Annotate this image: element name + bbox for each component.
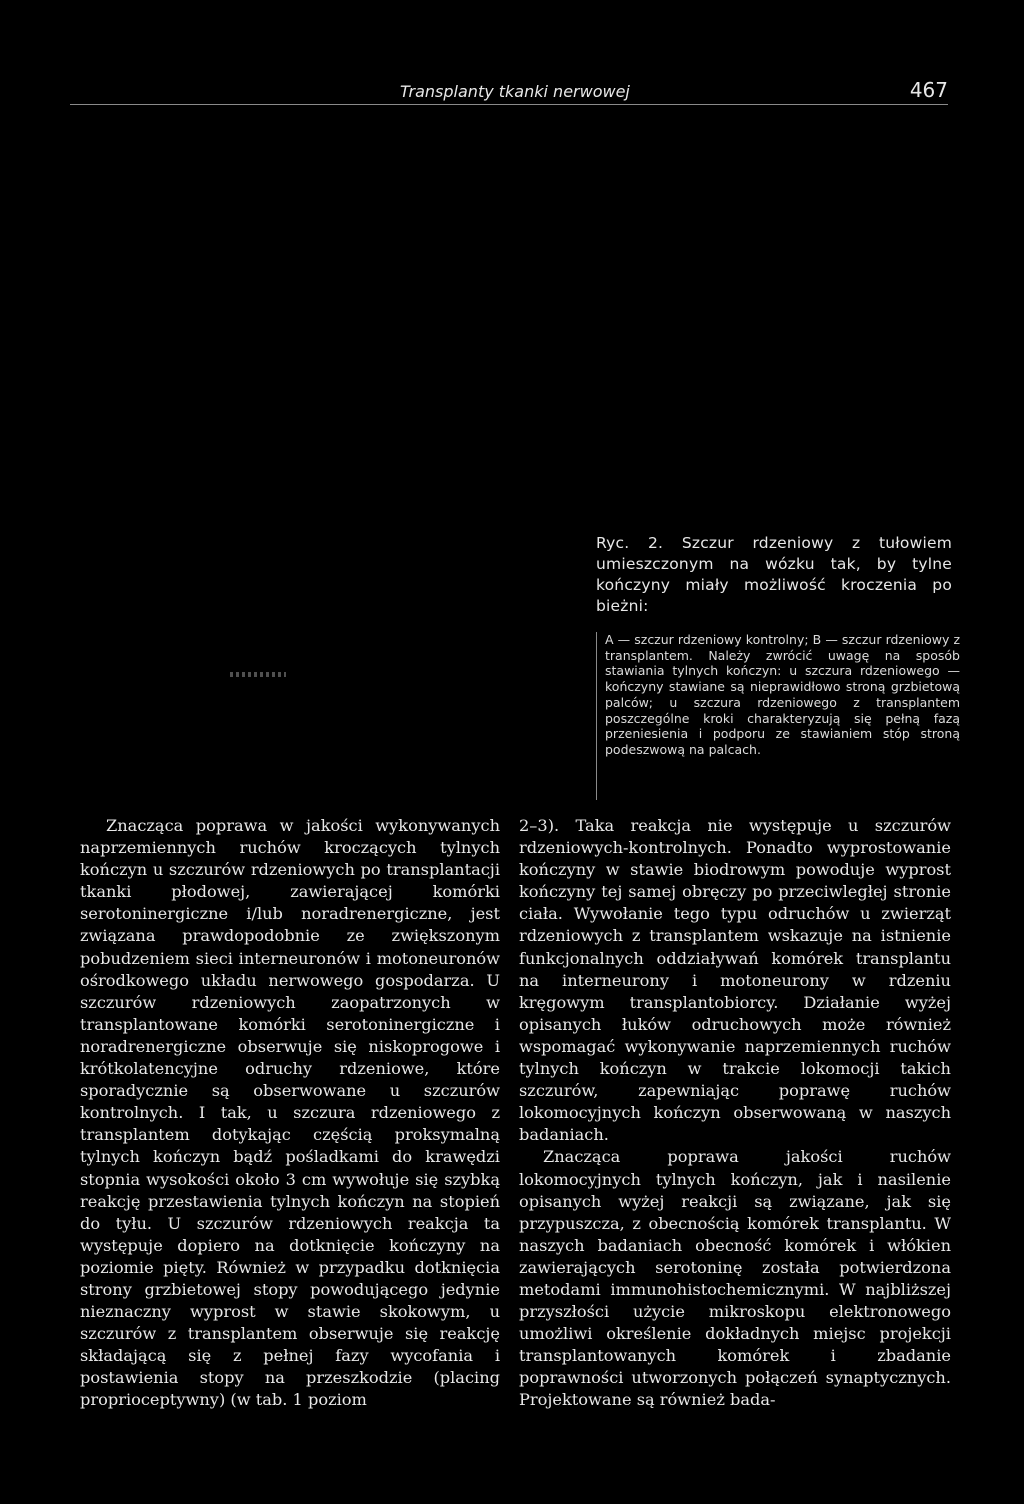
body-paragraph-continued: 2–3). Taka reakcja nie występuje u szczurów rdzeniowych-kontrolnych. Ponadto wyprostowanie kończyny w stawie biodrowym powoduje wyprost kończyny tej samej obręczy po przeciwległej stronie ciała. Wywołanie tego typu odruchów u zwierząt rdzeniowych z transplantem wskazuje na istnienie funkcjonalnych oddziaływań komórek transplantu na interneurony i motoneurony w rdzeniu kręgowym transplantobiorcy. Działanie wyżej opisanych łuków odruchowych może również wspomagać wykonywanie naprzemiennych ruchów tylnych kończyn w trakcie lokomocji takich szczurów, zapewniając poprawę ruchów lokomocyjnych kończyn obserwowaną w naszych badaniach. <box>519 816 951 1145</box>
figure-caption-title: Ryc. 2. Szczur rdzeniowy z tułowiem umieszczonym na wózku tak, by tylne kończyny miały możliwość kroczenia po bieżni: <box>596 534 952 615</box>
running-head <box>0 78 948 104</box>
body-paragraph: Znacząca poprawa w jakości wykonywanych naprzemiennych ruchów kroczących tylnych kończyn u szczurów rdzeniowych po transplantacji tkanki płodowej, zawierającej komórki serotoninergiczne i/lub noradrenergiczne, jest związana prawdopodobnie ze zwiększonym pobudzeniem sieci interneuronów i motoneuronów ośrodkowego układu nerwowego gospodarza. U szczurów rdzeniowych zaopatrzonych w transplantowane komórki serotoninergiczne i noradrenergiczne obserwuje się niskoprogowe i krótkolatencyjne odruchy rdzeniowe, które sporadycznie są obserwowane u szczurów kontrolnych. I tak, u szczura rdzeniowego z transplantem dotykając częścią proksymalną tylnych kończyn bądź pośladkami do krawędzi stopnia wysokości około 3 cm wywołuje się szybką reakcję przestawienia tylnych kończyn na stopień do tyłu. U szczurów rdzeniowych reakcja ta występuje dopiero na dotknięcie kończyny na poziomie pięty. Również w przypadku dotknięcia strony grzbietowej stopy powodującego jedynie nieznaczny wyprost w stawie skokowym, u szczurów z transplantem obserwuje się reakcję składającą się z pełnej fazy wycofania i postawienia stopy na przeszkodzie (placing proprioceptywny) (w tab. 1 poziom <box>80 816 500 1410</box>
page-number: 467 <box>909 78 948 102</box>
figure-photo-area <box>70 120 570 780</box>
figure-scan-artifact <box>230 672 286 677</box>
body-paragraph: Znacząca poprawa jakości ruchów lokomocyjnych tylnych kończyn, jak i nasilenie opisanych wyżej reakcji są związane, jak się przypuszcza, z obecnością komórek transplantu. W naszych badaniach obecność komórek i włókien zawierających serotoninę została potwierdzona metodami immunohistochemicznymi. W najbliższej przyszłości użycie mikroskopu elektronowego umożliwi określenie dokładnych miejsc projekcji transplantowanych komórek i zbadanie poprawności utworzonych połączeń synaptycznych. Projektowane są również bada- <box>519 1147 951 1410</box>
header-rule <box>70 104 948 105</box>
figure-caption-legend: A — szczur rdzeniowy kontrolny; B — szczur rdzeniowy z transplantem. Należy zwrócić uwagę na sposób stawiania tylnych kończyn: u szczura rdzeniowego — kończyny stawiane są nieprawidłowo stroną grzbietową palców; u szczura rdzeniowego z transplantem poszczególne kroki charakteryzują się pełną fazą przeniesienia i podporu ze stawianiem stóp stroną podeszwową na palcach. <box>596 632 960 800</box>
running-title: Transplanty tkanki nerwowej <box>400 82 630 101</box>
left-column <box>80 815 500 1412</box>
right-column <box>519 815 951 1412</box>
